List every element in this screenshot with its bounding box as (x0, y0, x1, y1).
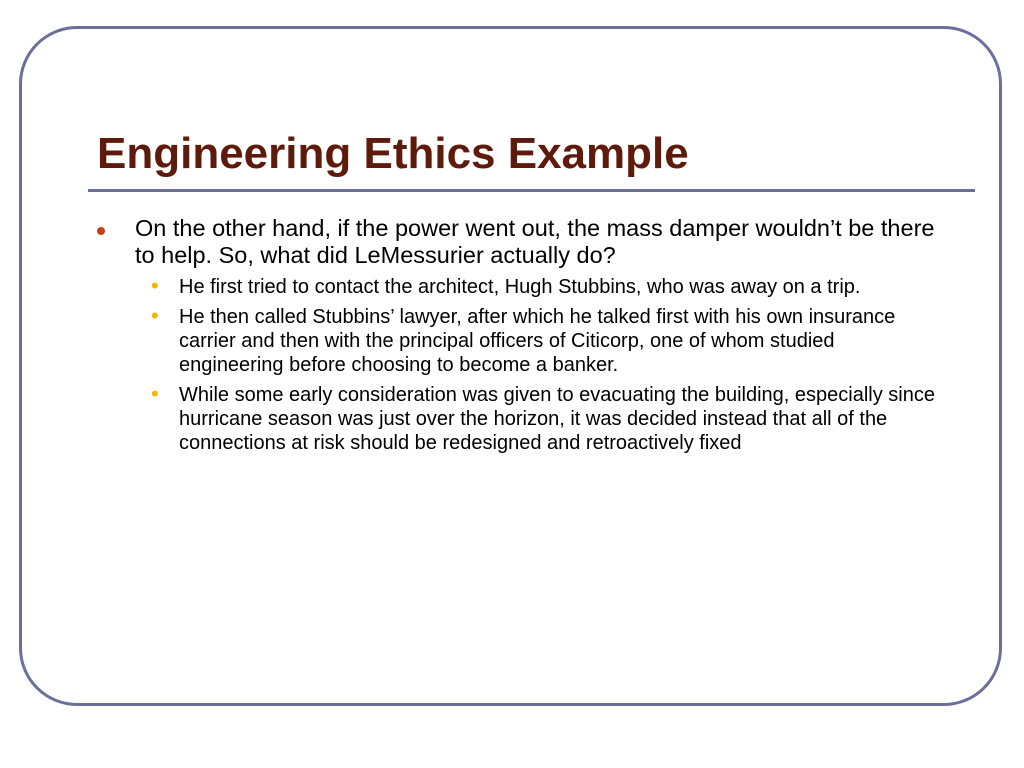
bullet-level1-text: On the other hand, if the power went out, the mass damper wouldn’t be there to help. So, what did LeMessurier actually do? (135, 215, 935, 268)
bullet-level2-text: He first tried to contact the architect, Hugh Stubbins, who was away on a trip. (179, 276, 861, 298)
bullet-level1 (97, 215, 937, 269)
title-divider (88, 189, 975, 192)
sub-bullet-dot-icon: • (151, 273, 159, 298)
bullet-level2 (97, 275, 937, 299)
bullet-level2 (97, 383, 937, 455)
slide-title: Engineering Ethics Example (97, 129, 689, 178)
sub-bullet-list (97, 275, 937, 455)
sub-bullet-dot-icon: • (151, 381, 159, 406)
sub-bullet-dot-icon: • (151, 303, 159, 328)
bullet-level2 (97, 305, 937, 377)
bullet-level2-text: While some early consideration was given to evacuating the building, especially since hurricane season was just over the horizon, it was decided instead that all of the connections at risk should be redesigned and retroactively fixed (179, 384, 935, 454)
bullet-level2-text: He then called Stubbins’ lawyer, after which he talked first with his own insurance carrier and then with the principal officers of Citicorp, one of whom studied engineering before choosing to become a banker. (179, 306, 896, 376)
bullet-dot-icon (97, 227, 105, 235)
slide-content (97, 215, 937, 461)
